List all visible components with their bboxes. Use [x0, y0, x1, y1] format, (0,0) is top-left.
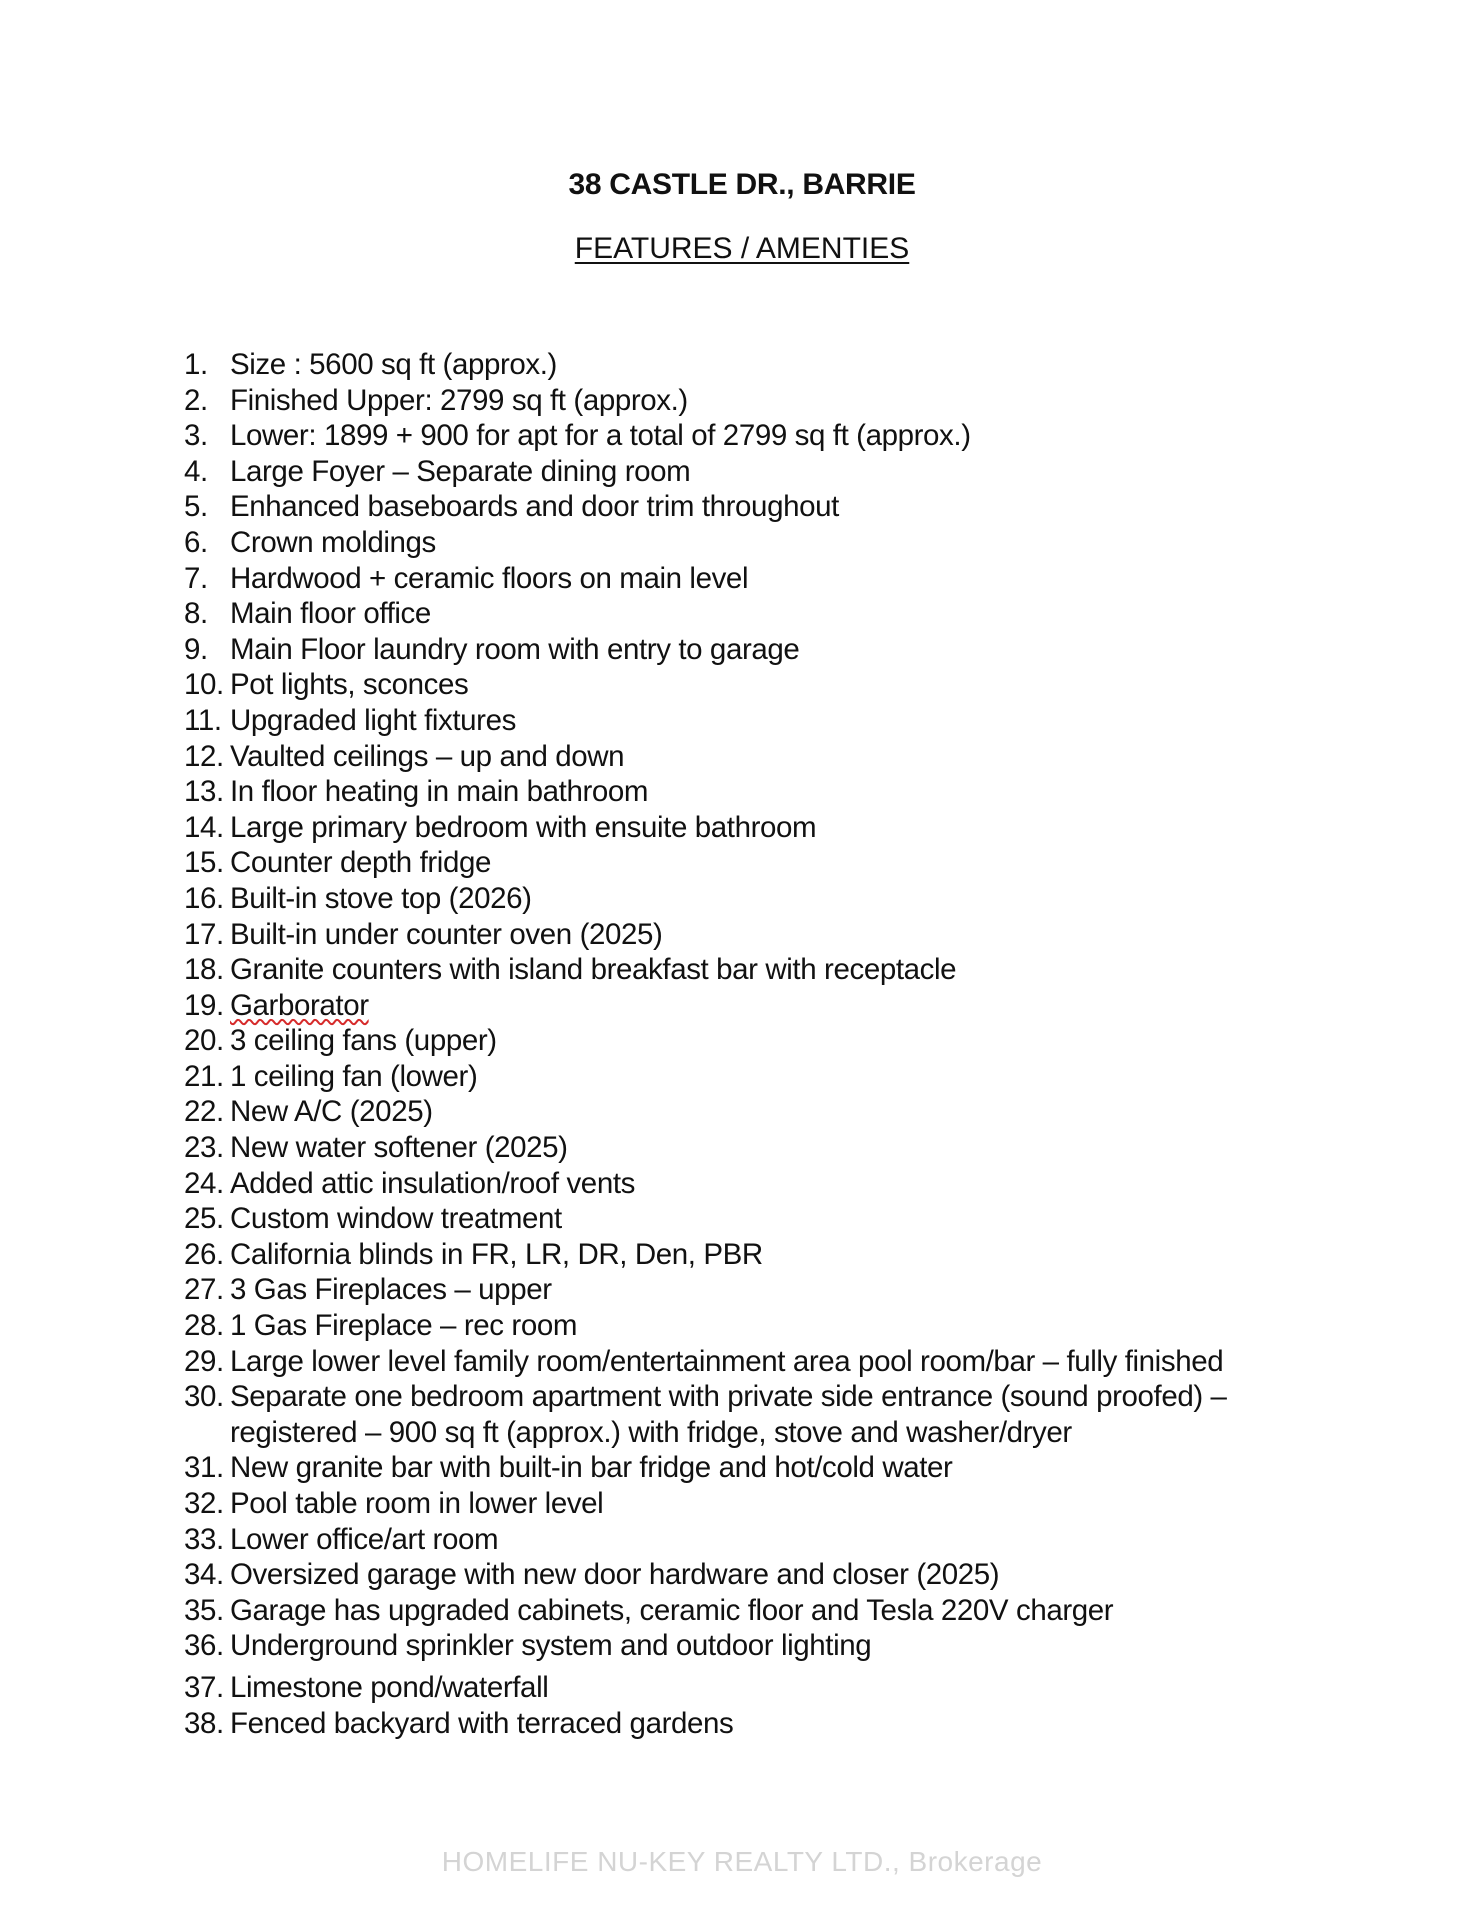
item-number: 6. — [184, 525, 208, 559]
item-number: 5. — [184, 490, 208, 524]
brokerage-watermark: HOMELIFE NU-KEY REALTY LTD., Brokerage — [441, 1846, 1043, 1877]
list-item — [184, 952, 1334, 988]
list-item — [184, 1059, 1334, 1095]
item-number: 38. — [184, 1706, 224, 1740]
list-item — [184, 561, 1334, 597]
item-text: Enhanced baseboards and door trim throughout — [230, 490, 839, 524]
list-item — [184, 667, 1334, 703]
list-item — [184, 1237, 1334, 1273]
item-text: Fenced backyard with terraced gardens — [230, 1706, 734, 1740]
item-number: 31. — [184, 1451, 224, 1485]
item-number: 37. — [184, 1670, 224, 1704]
item-number: 9. — [184, 632, 208, 666]
item-text: New water softener (2025) — [230, 1131, 568, 1165]
item-number: 3. — [184, 419, 208, 453]
item-number: 14. — [184, 810, 224, 844]
list-item — [184, 1670, 1334, 1706]
list-item — [184, 1628, 1334, 1664]
item-text: 3 Gas Fireplaces – upper — [230, 1273, 552, 1307]
item-text: Crown moldings — [230, 525, 436, 559]
item-number: 18. — [184, 953, 224, 987]
item-number: 16. — [184, 881, 224, 915]
item-text: Pool table room in lower level — [230, 1487, 604, 1520]
item-number: 17. — [184, 917, 224, 951]
subtitle-text: FEATURES / AMENTIES — [574, 232, 910, 265]
list-item — [184, 383, 1334, 419]
list-item — [184, 881, 1334, 917]
list-item — [184, 1593, 1334, 1629]
list-item — [184, 845, 1334, 881]
list-item — [184, 703, 1334, 739]
item-text: Granite counters with island breakfast bar with receptacle — [230, 953, 957, 987]
item-number: 34. — [184, 1558, 224, 1592]
list-item — [184, 1308, 1334, 1344]
item-text: 1 ceiling fan (lower) — [230, 1059, 478, 1093]
item-number: 19. — [184, 988, 224, 1022]
list-item — [184, 1557, 1334, 1593]
item-text: 3 ceiling fans (upper) — [230, 1024, 497, 1058]
item-text: California blinds in FR, LR, DR, Den, PBR — [230, 1237, 763, 1271]
item-number: 15. — [184, 846, 224, 880]
item-number: 21. — [184, 1059, 224, 1093]
item-text: In floor heating in main bathroom — [230, 775, 649, 809]
item-text: Custom window treatment — [230, 1202, 562, 1236]
item-text: Counter depth fridge — [230, 846, 491, 880]
item-text: Size : 5600 sq ft (approx.) — [230, 348, 557, 381]
item-number: 23. — [184, 1131, 224, 1165]
item-text: Large lower level family room/entertainment area pool room/bar – fully finished — [230, 1344, 1224, 1378]
list-item — [184, 1166, 1334, 1202]
list-item — [184, 1201, 1334, 1237]
list-item — [184, 1486, 1334, 1522]
item-number: 11. — [184, 703, 222, 737]
item-text: Vaulted ceilings – up and down — [230, 739, 625, 773]
item-text: Large Foyer – Separate dining room — [230, 454, 691, 488]
item-text: Large primary bedroom with ensuite bathroom — [230, 810, 817, 844]
item-number: 22. — [184, 1095, 224, 1129]
item-number: 1. — [184, 348, 208, 381]
features-list — [184, 347, 1334, 1741]
item-number: 28. — [184, 1309, 224, 1343]
item-text: Garage has upgraded cabinets, ceramic floor and Tesla 220V charger — [230, 1593, 1114, 1627]
item-text: Built-in stove top (2026) — [230, 881, 532, 915]
item-number: 7. — [184, 561, 208, 595]
list-item — [184, 418, 1334, 454]
item-text: New A/C (2025) — [230, 1095, 433, 1129]
item-text: Built-in under counter oven (2025) — [230, 917, 663, 951]
document-title: 38 CASTLE DR., BARRIE — [568, 168, 916, 201]
item-text: Finished Upper: 2799 sq ft (approx.) — [230, 383, 688, 417]
item-text: Upgraded light fixtures — [230, 703, 516, 737]
item-number: 33. — [184, 1522, 224, 1556]
item-number: 12. — [184, 739, 224, 773]
document-subtitle — [0, 232, 1484, 266]
item-number: 35. — [184, 1593, 224, 1627]
item-number: 27. — [184, 1273, 224, 1307]
list-item — [184, 1706, 1334, 1742]
list-item — [184, 1272, 1334, 1308]
list-item — [184, 1130, 1334, 1166]
list-item — [184, 1094, 1334, 1130]
list-item — [184, 774, 1334, 810]
list-item — [184, 347, 1334, 383]
item-text: Limestone pond/waterfall — [230, 1670, 549, 1704]
item-number: 4. — [184, 454, 208, 488]
list-item — [184, 454, 1334, 490]
item-number: 8. — [184, 597, 208, 631]
item-text: Pot lights, sconces — [230, 668, 469, 702]
item-number: 20. — [184, 1024, 224, 1058]
item-text: Main Floor laundry room with entry to garage — [230, 632, 800, 666]
list-item — [184, 1023, 1334, 1059]
list-item — [184, 988, 1334, 1024]
item-number: 32. — [184, 1487, 224, 1520]
list-item — [184, 739, 1334, 775]
item-text: Added attic insulation/roof vents — [230, 1166, 635, 1200]
item-text: Main floor office — [230, 597, 431, 631]
item-text: Lower: 1899 + 900 for apt for a total of 2799 sq ft (approx.) — [230, 419, 971, 453]
item-number: 10. — [184, 668, 224, 702]
item-text: Hardwood + ceramic floors on main level — [230, 561, 749, 595]
item-number: 2. — [184, 383, 208, 417]
list-item — [184, 1379, 1334, 1450]
item-text: Underground sprinkler system and outdoor lighting — [230, 1629, 872, 1663]
item-number: 13. — [184, 775, 224, 809]
item-number: 36. — [184, 1629, 224, 1663]
list-item — [184, 1344, 1334, 1380]
item-text: Lower office/art room — [230, 1522, 499, 1556]
list-item — [184, 1450, 1334, 1486]
item-text: 1 Gas Fireplace – rec room — [230, 1309, 578, 1343]
item-text: New granite bar with built-in bar fridge and hot/cold water — [230, 1451, 953, 1485]
list-item — [184, 525, 1334, 561]
item-number: 26. — [184, 1237, 224, 1271]
item-number: 29. — [184, 1344, 224, 1378]
list-item — [184, 489, 1334, 525]
list-item — [184, 1522, 1334, 1558]
item-text: Garborator — [230, 988, 369, 1022]
item-number: 30. — [184, 1380, 224, 1414]
list-item — [184, 810, 1334, 846]
item-text: Oversized garage with new door hardware and closer (2025) — [230, 1558, 1000, 1592]
list-item — [184, 917, 1334, 953]
list-item — [184, 596, 1334, 632]
item-number: 24. — [184, 1166, 224, 1200]
list-item — [184, 632, 1334, 668]
item-number: 25. — [184, 1202, 224, 1236]
item-text: Separate one bedroom apartment with private side entrance (sound proofed) – registered – 900 sq ft (approx.) with fridge, stove and washer/dryer — [230, 1380, 1227, 1449]
